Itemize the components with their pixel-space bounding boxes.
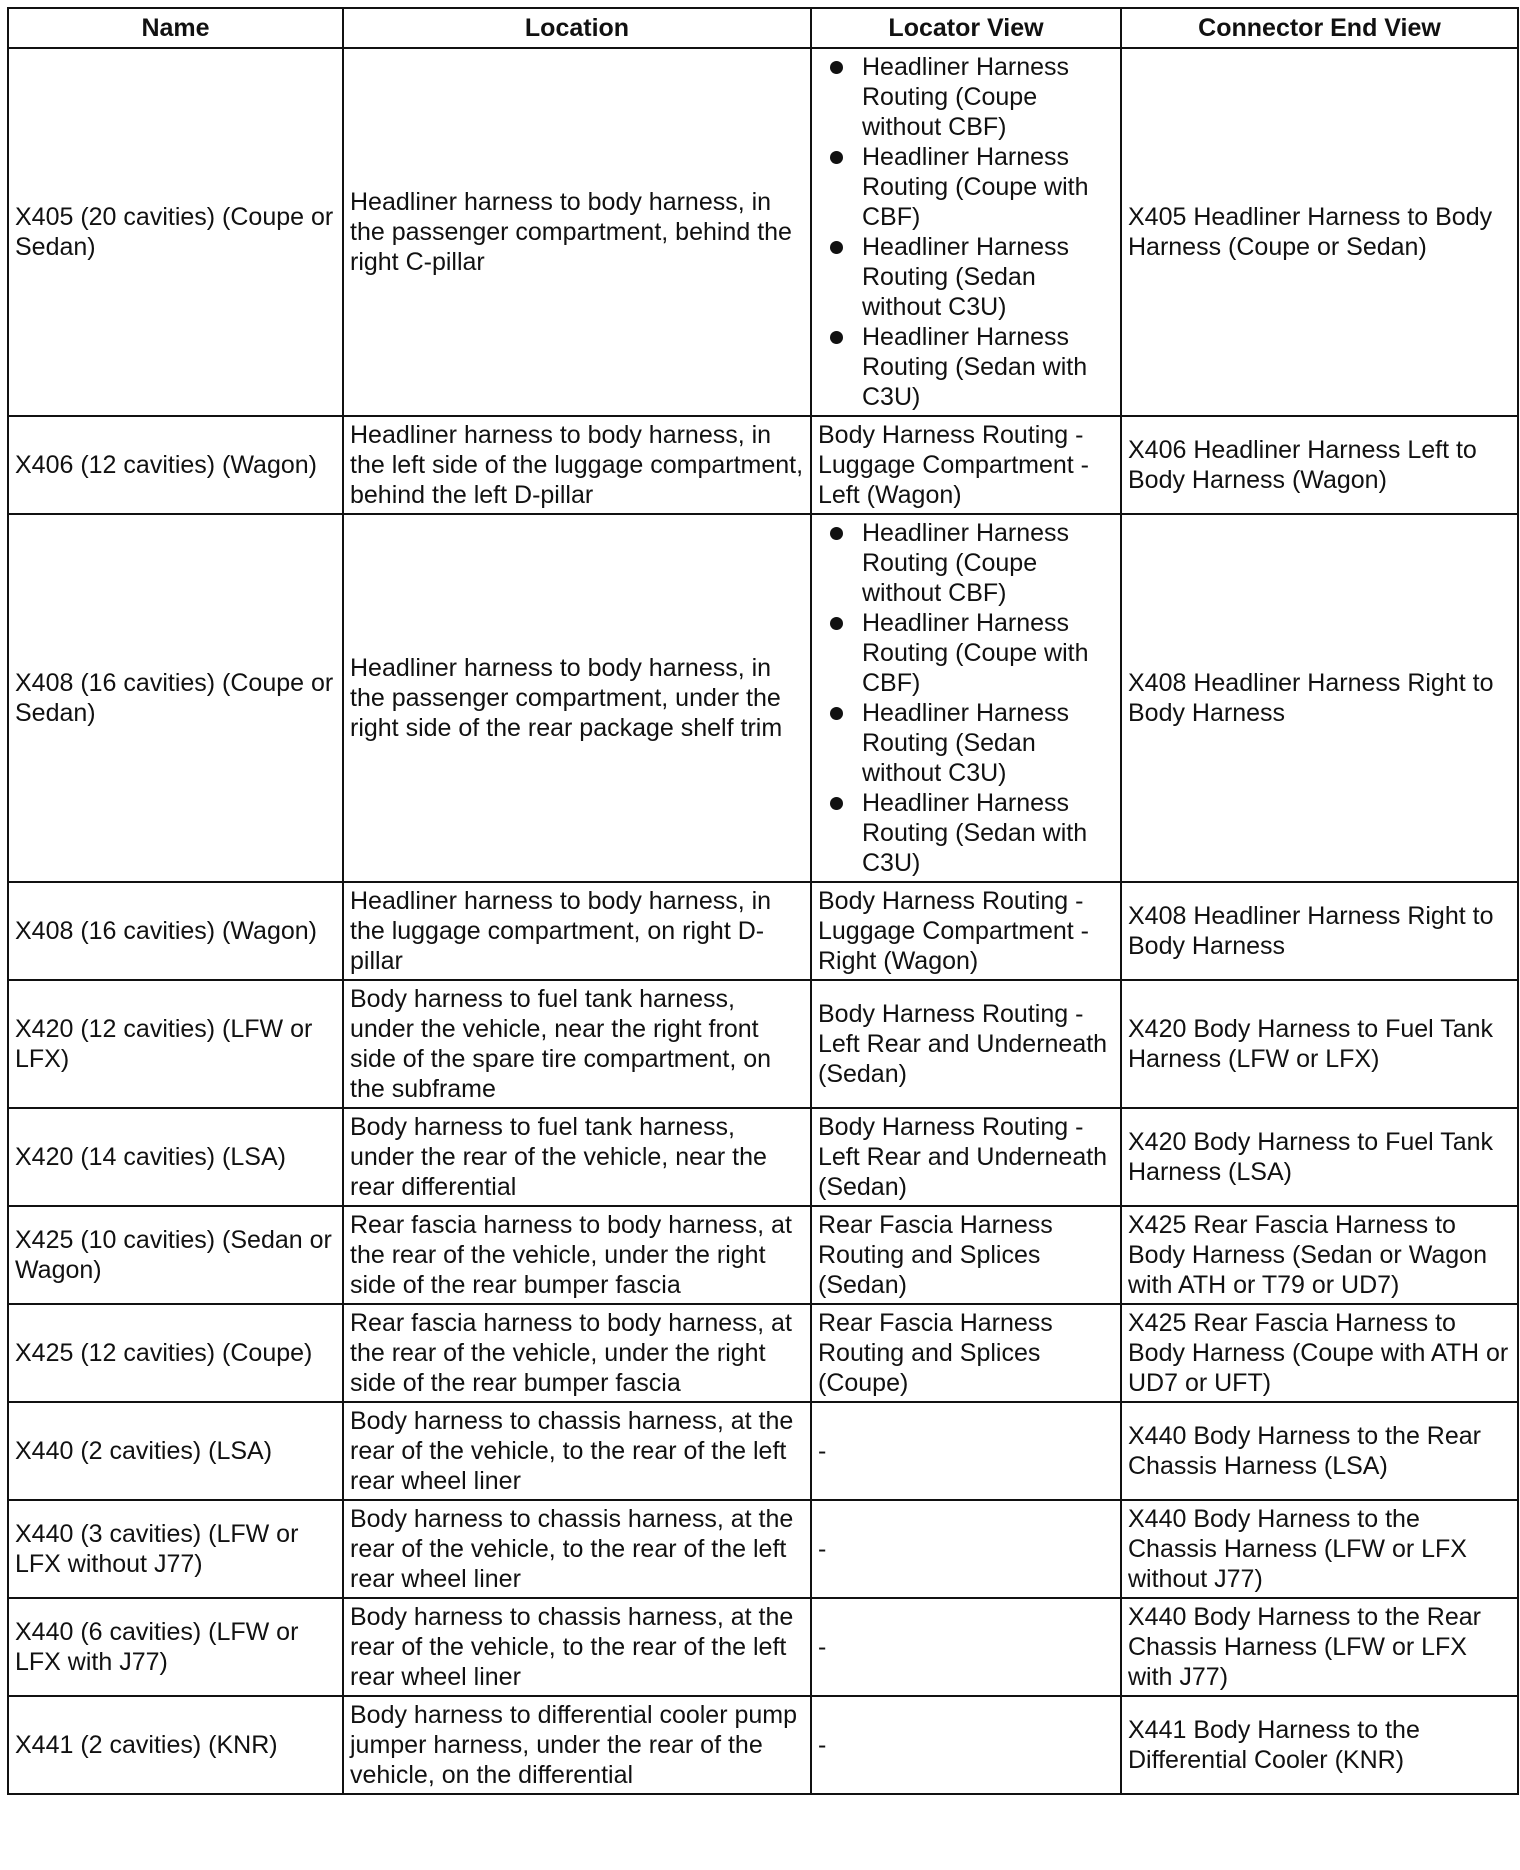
cell-name: X425 (12 cavities) (Coupe) bbox=[8, 1304, 343, 1402]
cell-name: X406 (12 cavities) (Wagon) bbox=[8, 416, 343, 514]
cell-name: X408 (16 cavities) (Coupe or Sedan) bbox=[8, 514, 343, 882]
cell-locator-view[interactable]: Rear Fascia Harness Routing and Splices (Sedan) bbox=[811, 1206, 1121, 1304]
cell-connector-end-view[interactable]: X420 Body Harness to Fuel Tank Harness (LFW or LFX) bbox=[1121, 980, 1518, 1108]
cell-location: Body harness to fuel tank harness, under the rear of the vehicle, near the rear differential bbox=[343, 1108, 811, 1206]
header-row bbox=[8, 8, 1518, 48]
locator-view-list bbox=[818, 52, 1114, 412]
table-row bbox=[8, 1500, 1518, 1598]
cell-connector-end-view[interactable]: X440 Body Harness to the Rear Chassis Harness (LSA) bbox=[1121, 1402, 1518, 1500]
cell-connector-end-view[interactable]: X420 Body Harness to Fuel Tank Harness (LSA) bbox=[1121, 1108, 1518, 1206]
table-header bbox=[8, 8, 1518, 48]
cell-locator-view: - bbox=[811, 1598, 1121, 1696]
cell-location: Body harness to chassis harness, at the rear of the vehicle, to the rear of the left rear wheel liner bbox=[343, 1500, 811, 1598]
cell-locator-view[interactable]: Body Harness Routing - Luggage Compartment - Left (Wagon) bbox=[811, 416, 1121, 514]
cell-name: X441 (2 cavities) (KNR) bbox=[8, 1696, 343, 1794]
locator-view-link[interactable]: Headliner Harness Routing (Coupe without CBF) bbox=[862, 52, 1114, 142]
cell-location: Headliner harness to body harness, in the passenger compartment, under the right side of the rear package shelf trim bbox=[343, 514, 811, 882]
table-row bbox=[8, 416, 1518, 514]
locator-view-link[interactable]: Headliner Harness Routing (Sedan without C3U) bbox=[862, 698, 1114, 788]
table-row bbox=[8, 882, 1518, 980]
cell-location: Headliner harness to body harness, in the left side of the luggage compartment, behind the left D-pillar bbox=[343, 416, 811, 514]
cell-locator-view[interactable]: Rear Fascia Harness Routing and Splices (Coupe) bbox=[811, 1304, 1121, 1402]
connector-table-container bbox=[7, 7, 1519, 1795]
table-row bbox=[8, 48, 1518, 416]
cell-name: X420 (14 cavities) (LSA) bbox=[8, 1108, 343, 1206]
cell-connector-end-view[interactable]: X425 Rear Fascia Harness to Body Harness (Sedan or Wagon with ATH or T79 or UD7) bbox=[1121, 1206, 1518, 1304]
cell-name: X408 (16 cavities) (Wagon) bbox=[8, 882, 343, 980]
cell-location: Body harness to chassis harness, at the rear of the vehicle, to the rear of the left rear wheel liner bbox=[343, 1598, 811, 1696]
cell-locator-view[interactable]: Body Harness Routing - Left Rear and Underneath (Sedan) bbox=[811, 980, 1121, 1108]
cell-location: Body harness to differential cooler pump jumper harness, under the rear of the vehicle, on the differential bbox=[343, 1696, 811, 1794]
locator-view-link[interactable]: Headliner Harness Routing (Sedan without C3U) bbox=[862, 232, 1114, 322]
cell-location: Headliner harness to body harness, in the luggage compartment, on right D-pillar bbox=[343, 882, 811, 980]
table-row bbox=[8, 1402, 1518, 1500]
column-header-locator-view: Locator View bbox=[811, 8, 1121, 48]
locator-view-list bbox=[818, 518, 1114, 878]
cell-name: X440 (3 cavities) (LFW or LFX without J77) bbox=[8, 1500, 343, 1598]
column-header-location: Location bbox=[343, 8, 811, 48]
table-row bbox=[8, 1598, 1518, 1696]
cell-locator-view[interactable]: Body Harness Routing - Left Rear and Underneath (Sedan) bbox=[811, 1108, 1121, 1206]
column-header-connector-end-view: Connector End View bbox=[1121, 8, 1518, 48]
table-row bbox=[8, 514, 1518, 882]
cell-name: X405 (20 cavities) (Coupe or Sedan) bbox=[8, 48, 343, 416]
table-row bbox=[8, 1206, 1518, 1304]
cell-location: Rear fascia harness to body harness, at the rear of the vehicle, under the right side of the rear bumper fascia bbox=[343, 1304, 811, 1402]
cell-location: Body harness to chassis harness, at the rear of the vehicle, to the rear of the left rear wheel liner bbox=[343, 1402, 811, 1500]
cell-connector-end-view[interactable]: X405 Headliner Harness to Body Harness (Coupe or Sedan) bbox=[1121, 48, 1518, 416]
cell-name: X425 (10 cavities) (Sedan or Wagon) bbox=[8, 1206, 343, 1304]
column-header-name: Name bbox=[8, 8, 343, 48]
cell-location: Body harness to fuel tank harness, under the vehicle, near the right front side of the spare tire compartment, on the subframe bbox=[343, 980, 811, 1108]
cell-locator-view: - bbox=[811, 1500, 1121, 1598]
cell-locator-view bbox=[811, 48, 1121, 416]
cell-connector-end-view[interactable]: X441 Body Harness to the Differential Cooler (KNR) bbox=[1121, 1696, 1518, 1794]
table-row bbox=[8, 1696, 1518, 1794]
cell-location: Headliner harness to body harness, in the passenger compartment, behind the right C-pillar bbox=[343, 48, 811, 416]
cell-locator-view: - bbox=[811, 1402, 1121, 1500]
table-row bbox=[8, 1108, 1518, 1206]
locator-view-link[interactable]: Headliner Harness Routing (Coupe with CBF) bbox=[862, 608, 1114, 698]
cell-locator-view bbox=[811, 514, 1121, 882]
cell-name: X440 (2 cavities) (LSA) bbox=[8, 1402, 343, 1500]
cell-connector-end-view[interactable]: X440 Body Harness to the Chassis Harness (LFW or LFX without J77) bbox=[1121, 1500, 1518, 1598]
table-row bbox=[8, 980, 1518, 1108]
locator-view-link[interactable]: Headliner Harness Routing (Coupe with CBF) bbox=[862, 142, 1114, 232]
table-row bbox=[8, 1304, 1518, 1402]
cell-connector-end-view[interactable]: X440 Body Harness to the Rear Chassis Harness (LFW or LFX with J77) bbox=[1121, 1598, 1518, 1696]
table-body bbox=[8, 48, 1518, 1794]
cell-location: Rear fascia harness to body harness, at the rear of the vehicle, under the right side of the rear bumper fascia bbox=[343, 1206, 811, 1304]
cell-locator-view[interactable]: Body Harness Routing - Luggage Compartment - Right (Wagon) bbox=[811, 882, 1121, 980]
cell-locator-view: - bbox=[811, 1696, 1121, 1794]
locator-view-link[interactable]: Headliner Harness Routing (Sedan with C3U) bbox=[862, 322, 1114, 412]
cell-connector-end-view[interactable]: X425 Rear Fascia Harness to Body Harness (Coupe with ATH or UD7 or UFT) bbox=[1121, 1304, 1518, 1402]
locator-view-link[interactable]: Headliner Harness Routing (Sedan with C3U) bbox=[862, 788, 1114, 878]
cell-name: X420 (12 cavities) (LFW or LFX) bbox=[8, 980, 343, 1108]
cell-connector-end-view[interactable]: X408 Headliner Harness Right to Body Harness bbox=[1121, 882, 1518, 980]
cell-name: X440 (6 cavities) (LFW or LFX with J77) bbox=[8, 1598, 343, 1696]
locator-view-link[interactable]: Headliner Harness Routing (Coupe without CBF) bbox=[862, 518, 1114, 608]
cell-connector-end-view[interactable]: X406 Headliner Harness Left to Body Harness (Wagon) bbox=[1121, 416, 1518, 514]
connector-table bbox=[7, 7, 1519, 1795]
cell-connector-end-view[interactable]: X408 Headliner Harness Right to Body Harness bbox=[1121, 514, 1518, 882]
